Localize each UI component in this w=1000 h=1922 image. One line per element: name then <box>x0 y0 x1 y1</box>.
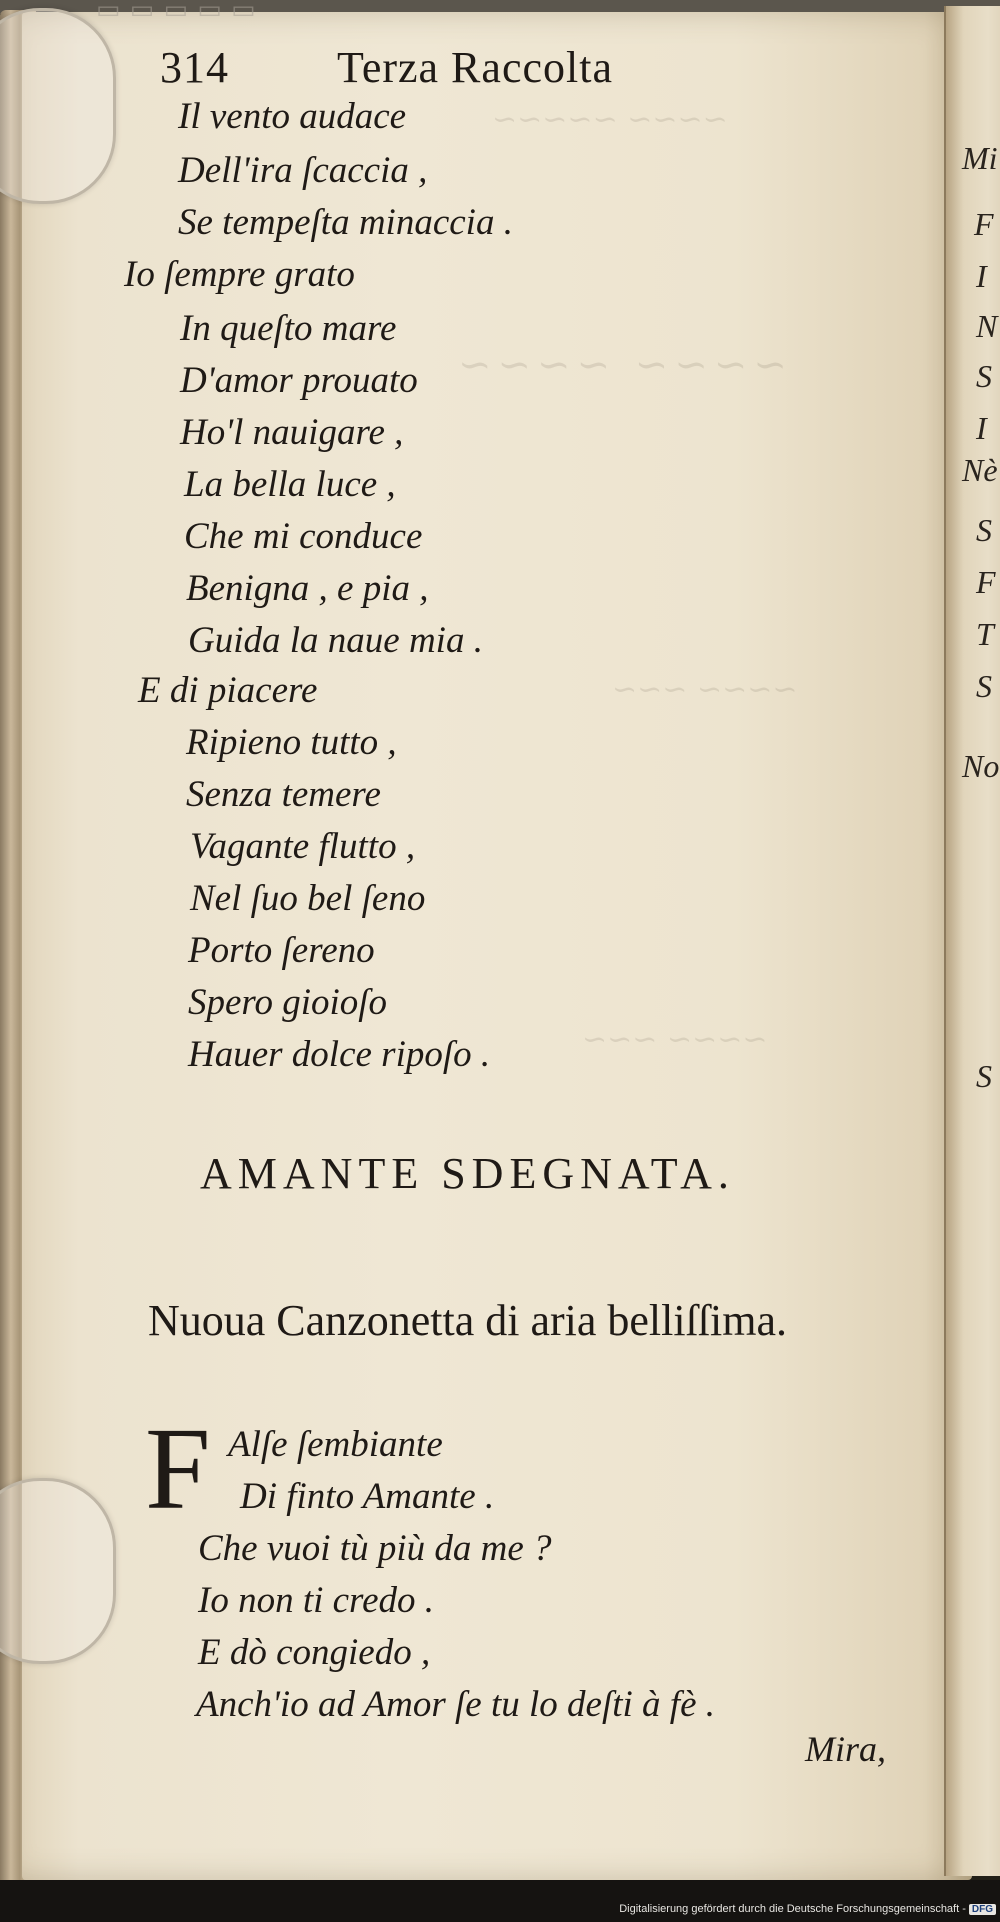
facing-letter: S <box>976 512 992 548</box>
verse-line: Anch'io ad Amor ſe tu lo deſti à fè . <box>196 1684 715 1725</box>
facing-letter: I <box>976 410 987 446</box>
dfg-logo: DFG <box>969 1904 996 1915</box>
verse-line: Il vento audace <box>178 96 407 137</box>
verse-line: Io non ti credo . <box>198 1580 435 1621</box>
verse-line: Senza temere <box>186 774 381 815</box>
facing-letter: N <box>976 308 998 344</box>
verse-line: D'amor prouato <box>180 360 418 401</box>
verse-line: Vagante flutto , <box>190 826 416 867</box>
page-number: 314 <box>160 43 229 92</box>
facing-letter: S <box>976 358 992 394</box>
facing-letter: S <box>976 668 992 704</box>
verse-line: La bella luce , <box>184 464 396 505</box>
verse-line: E dò congiedo , <box>198 1632 431 1673</box>
song-subtitle: Nuoua Canzonetta di aria belliſſima. <box>148 1296 788 1345</box>
verse-line: Dell'ira ſcaccia , <box>178 150 428 191</box>
library-watermark: ▭ ▭ ▭ ▭ ▭ <box>96 0 257 24</box>
facing-letter: Mi <box>962 140 998 176</box>
verse-line: Benigna , e pia , <box>186 568 429 609</box>
facing-letter: S <box>976 1058 992 1094</box>
running-title: Terza Raccolta <box>337 43 613 92</box>
verse-line: Che vuoi tù più da me ? <box>198 1528 552 1569</box>
facing-letter: No <box>962 748 1000 784</box>
verse-line: Guida la naue mia . <box>188 620 483 661</box>
credit-text: Digitalisierung gefördert durch die Deutsche Forschungsgemeinschaft - <box>619 1903 966 1915</box>
bleed-through-text: ~~~~ ~~~~~ <box>492 102 728 137</box>
running-head <box>160 42 720 93</box>
verse-line: In queſto mare <box>180 308 397 349</box>
verse-line: Se tempeſta minaccia . <box>178 202 513 243</box>
song-title: AMANTE SDEGNATA. <box>200 1149 735 1198</box>
verse-line: Ho'l nauigare , <box>180 412 404 453</box>
verse-line: Di finto Amante . <box>240 1476 495 1517</box>
digitization-credit <box>606 1903 996 1915</box>
bleed-through-text: ~~~~ ~~~~ <box>452 342 787 388</box>
bleed-through-text: ~~~~ ~~~ <box>582 1022 768 1057</box>
bleed-through-text: ~~~~ ~~~ <box>612 672 798 707</box>
facing-letter: F <box>976 564 996 600</box>
verse-line: Che mi conduce <box>184 516 423 557</box>
verse-line: Hauer dolce ripoſo . <box>188 1034 491 1075</box>
facing-letter: F <box>974 206 994 242</box>
verse-line: Porto ſereno <box>188 930 375 971</box>
facing-letter: I <box>976 258 987 294</box>
drop-cap-initial: F <box>145 1403 211 1534</box>
verse-line: Spero gioioſo <box>188 982 388 1023</box>
facing-letter: T <box>976 616 994 652</box>
verse-line: E di piacere <box>138 670 318 711</box>
verse-line: Alſe ſembiante <box>228 1424 443 1465</box>
catchword: Mira, <box>805 1729 886 1769</box>
facing-letter: Nè <box>962 452 998 488</box>
verse-line: Nel ſuo bel ſeno <box>190 878 426 919</box>
verse-line: Ripieno tutto , <box>186 722 397 763</box>
verse-line: Io ſempre grato <box>124 254 355 295</box>
